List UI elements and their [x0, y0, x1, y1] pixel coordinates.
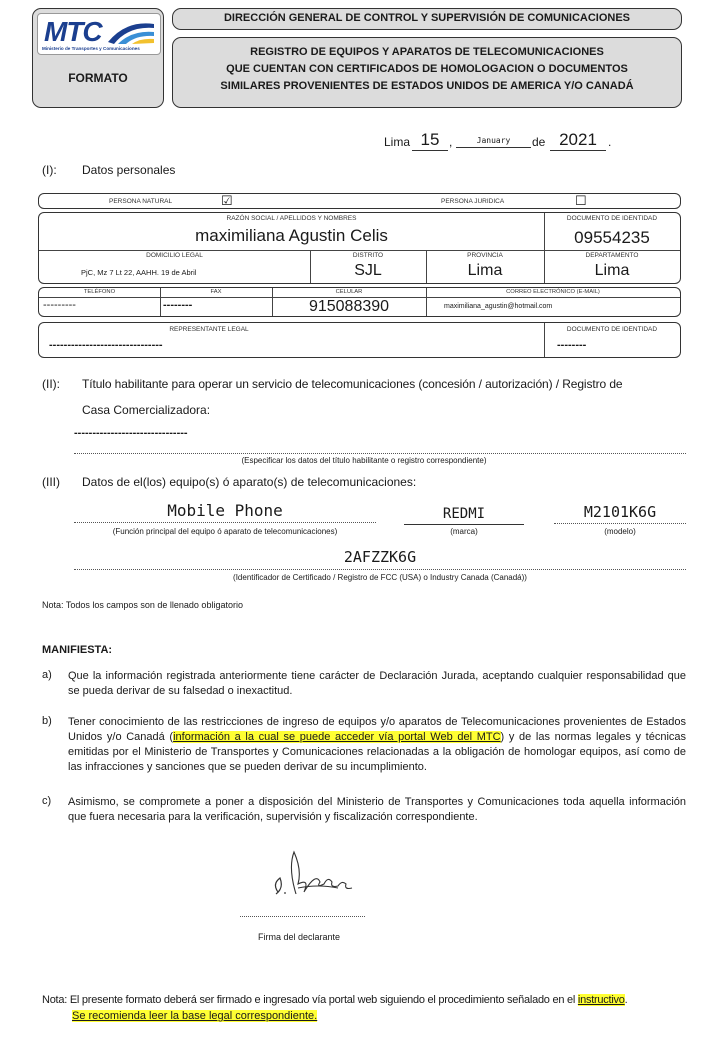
- telefono-label: TELÉFONO: [83, 289, 116, 295]
- logo-mark-icon: [106, 18, 156, 46]
- manifiesta-a-text: Que la información registrada anteriormente tiene carácter de Declaración Jurada, aceptando cualquier responsabilidad que se pueda derivar de su falsedad o inexactitud.: [68, 670, 686, 697]
- certificado-caption: (Identificador de Certificado / Registro de FCC (USA) o Industry Canada (Canadá)): [233, 573, 527, 582]
- nota2-line2: [72, 1010, 317, 1022]
- persona-juridica-checkbox[interactable]: ☐: [575, 193, 587, 208]
- persona-juridica-label: PERSONA JURIDICA: [441, 198, 505, 205]
- nota1: Nota: Todos los campos son de llenado obligatorio: [42, 600, 243, 610]
- doc-label: DOCUMENTO DE IDENTIDAD: [566, 215, 658, 222]
- marca-value[interactable]: REDMI: [404, 506, 524, 525]
- base-legal-link[interactable]: Se recomienda leer la base legal correspondiente.: [72, 1010, 318, 1022]
- date-comma: ,: [449, 135, 453, 149]
- section3-number: (III): [42, 475, 60, 489]
- correo-label: CORREO ELECTRÓNICO (E-MAIL): [506, 289, 600, 295]
- logo-subtext: Ministerio de Transportes y Comunicaciones: [42, 46, 140, 51]
- section2-text-line2: Casa Comercializadora:: [82, 403, 211, 417]
- manifiesta-c-text: Asimismo, se compromete a poner a disposición del Ministerio de Transportes y Comunicaciones toda aquella información que fuera necesaria para la verificación, supervisión y fiscalización correspondiente.: [68, 796, 686, 823]
- firma-caption: Firma del declarante: [258, 932, 341, 942]
- provincia-value[interactable]: Lima: [467, 262, 503, 279]
- marca-caption: (marca): [450, 527, 478, 536]
- date-day: 15: [412, 130, 448, 151]
- razon-value[interactable]: maximiliana Agustin Celis: [195, 226, 388, 245]
- distrito-value[interactable]: SJL: [354, 262, 382, 279]
- funcion-caption: (Función principal del equipo ó aparato de telecomunicaciones): [112, 527, 338, 536]
- departamento-value[interactable]: Lima: [594, 262, 630, 279]
- rep-doc-label: DOCUMENTO DE IDENTIDAD: [566, 326, 658, 333]
- date-year: 2021: [550, 130, 606, 151]
- celular-label: CELULAR: [335, 289, 363, 295]
- certificado-line: [74, 569, 686, 570]
- signature-line: [240, 916, 365, 917]
- fax-label: FAX: [210, 289, 222, 295]
- header-left-box: [32, 8, 164, 108]
- nota2-period: .: [624, 994, 628, 1006]
- representante-label: REPRESENTANTE LEGAL: [169, 326, 249, 333]
- section1-number: (I):: [42, 163, 57, 177]
- manifiesta-b-text-pre: Tener conocimiento de las restricciones de ingreso de equipos y/o aparatos de Telecomunicaciones provenientes de Estados Unidos y/o Canadá (: [68, 716, 686, 743]
- persona-natural-checkbox[interactable]: ☑: [221, 193, 233, 208]
- title-line-1: REGISTRO DE EQUIPOS Y APARATOS DE TELECOMUNICACIONES: [250, 46, 604, 58]
- instructivo-link[interactable]: instructivo: [577, 994, 625, 1006]
- manifiesta-b-paragraph: [68, 715, 686, 775]
- section2-value[interactable]: -------------------------------: [74, 427, 188, 439]
- date-month: January: [456, 136, 531, 148]
- domicilio-value[interactable]: PjC, Mz 7 Lt 22, AAHH. 19 de Abril: [81, 268, 197, 277]
- formato-label: FORMATO: [68, 71, 128, 85]
- rep-doc-value[interactable]: --------: [557, 339, 587, 351]
- mtc-portal-link[interactable]: información a la cual se puede acceder vía portal Web del MTC: [173, 731, 501, 743]
- celular-value[interactable]: 915088390: [308, 298, 390, 315]
- direccion-text: DIRECCIÓN GENERAL DE CONTROL Y SUPERVISIÓN DE COMUNICACIONES: [223, 12, 631, 24]
- domicilio-label: DOMICILIO LEGAL: [146, 252, 203, 259]
- mtc-logo: [37, 13, 161, 55]
- departamento-label: DEPARTAMENTO: [585, 252, 639, 259]
- modelo-value[interactable]: M2101K6G: [554, 503, 686, 524]
- persona-natural-label: PERSONA NATURAL: [109, 198, 173, 205]
- direccion-box: [172, 8, 682, 30]
- section2-number: (II):: [42, 377, 60, 391]
- nota2: [42, 994, 692, 1006]
- manifiesta-a-label: a): [42, 669, 52, 681]
- title-line-2: QUE CUENTAN CON CERTIFICADOS DE HOMOLOGACION O DOCUMENTOS: [226, 63, 628, 75]
- title-box: [172, 37, 682, 108]
- section2-caption: (Especificar los datos del título habilitante o registro correspondiente): [241, 456, 487, 465]
- telefono-value[interactable]: ---------: [43, 299, 76, 311]
- identity-block: [38, 212, 681, 284]
- correo-value[interactable]: maximiliana_agustin@hotmail.com: [444, 303, 553, 310]
- funcion-value[interactable]: Mobile Phone: [74, 501, 376, 523]
- manifiesta-b-label: b): [42, 715, 52, 727]
- date-city: Lima: [384, 135, 411, 149]
- signature: [258, 848, 368, 908]
- logo-text: MTC: [44, 16, 102, 47]
- provincia-label: PROVINCIA: [467, 252, 503, 259]
- section1-title: Datos personales: [82, 163, 176, 177]
- contact-block: [38, 287, 681, 317]
- section3-title: Datos de el(los) equipo(s) ó aparato(s) de telecomunicaciones:: [82, 475, 417, 489]
- modelo-caption: (modelo): [604, 527, 636, 536]
- razon-label: RAZÓN SOCIAL / APELLIDOS Y NOMBRES: [226, 215, 357, 222]
- doc-value[interactable]: 09554235: [574, 228, 650, 247]
- representante-block: [38, 322, 681, 358]
- distrito-label: DISTRITO: [352, 252, 384, 259]
- fax-value[interactable]: --------: [163, 299, 193, 311]
- manifiesta-title: MANIFIESTA:: [42, 644, 113, 656]
- date-de: de: [532, 135, 546, 149]
- section2-text-line1: Título habilitante para operar un servicio de telecomunicaciones (concesión / autorización) / Registro de: [82, 377, 623, 391]
- persona-row: [38, 193, 681, 209]
- date-period: .: [608, 135, 612, 149]
- certificado-value[interactable]: 2AFZZK6G: [343, 548, 417, 566]
- section2-line: [74, 453, 686, 454]
- manifiesta-b-text-post: ) y de las normas legales y técnicas emitidas por el Ministerio de Transportes y Comunicaciones relacionadas a la obligación de homologar equipos, así como de las infracciones y sanciones que se pueden derivar de su incumplimiento.: [68, 731, 686, 773]
- representante-value[interactable]: -------------------------------: [49, 339, 163, 351]
- nota2-text: Nota: El presente formato deberá ser firmado e ingresado vía portal web siguiendo el procedimiento señalado en el: [42, 994, 578, 1006]
- manifiesta-c-label: c): [42, 795, 52, 807]
- title-line-3: SIMILARES PROVENIENTES DE ESTADOS UNIDOS DE AMERICA Y/O CANADÁ: [220, 80, 634, 92]
